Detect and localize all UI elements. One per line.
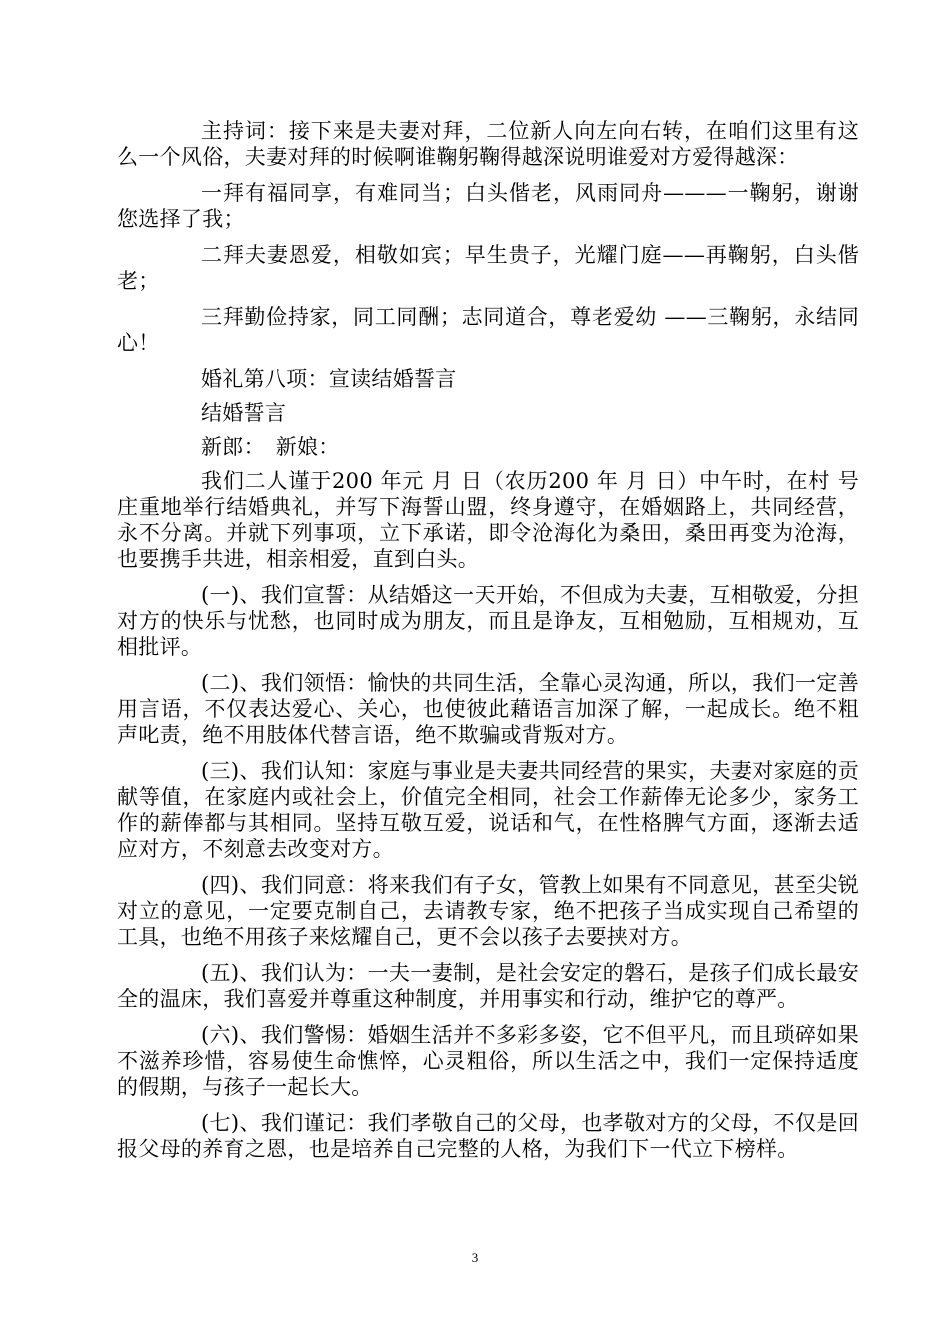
- host-speech-paragraph: 主持词：接下来是夫妻对拜，二位新人向左向右转，在咱们这里有这么一个风俗，夫妻对拜的时候啊谁鞠躬鞠得越深说明谁爱对方爱得越深：: [117, 119, 859, 169]
- third-bow-paragraph: 三拜勤俭持家，同工同酬；志同道合，尊老爱幼 ——三鞠躬，永结同心！: [117, 305, 859, 355]
- vow-item-4: (四)、我们同意：将来我们有子女，管教上如果有不同意见，甚至尖锐对立的意见，一定要克制自己，去请教专家，绝不把孩子当成实现自己希望的工具，也绝不用孩子来炫耀自己，更不会以孩子去要挟对方。: [117, 873, 859, 949]
- ceremony-item-heading: 婚礼第八项：宣读结婚誓言: [201, 367, 457, 391]
- first-bow-paragraph: 一拜有福同享，有难同当；白头偕老，风雨同舟———一鞠躬，谢谢您选择了我；: [117, 181, 859, 231]
- vow-item-5: (五)、我们认为：一夫一妻制，是社会安定的磐石，是孩子们成长最安全的温床，我们喜爱并尊重这种制度，并用事实和行动，维护它的尊严。: [117, 961, 859, 1011]
- second-bow-paragraph: 二拜夫妻恩爱，相敬如宾；早生贵子，光耀门庭——再鞠躬，白头偕老；: [117, 243, 859, 293]
- vow-item-1: (一)、我们宣誓：从结婚这一天开始，不但成为夫妻，互相敬爱，分担对方的快乐与忧愁，也同时成为朋友，而且是诤友，互相勉励，互相规劝，互相批评。: [117, 583, 859, 659]
- vow-item-6: (六)、我们警惕：婚姻生活并不多彩多姿，它不但平凡，而且琐碎如果不滋养珍惜，容易使生命憔悴，心灵粗俗，所以生活之中，我们一定保持适度的假期，与孩子一起长大。: [117, 1023, 859, 1099]
- vow-intro-paragraph: 我们二人谨于200 年元 月 日（农历200 年 月 日）中午时，在村 号庄重地举行结婚典礼，并写下海誓山盟，终身遵守，在婚姻路上，共同经营，永不分离。并就下列事项，立下承诺，即令沧海化为桑田，桑田再变为沧海，也要携手共进，相亲相爱，直到白头。: [117, 469, 859, 571]
- vow-title: 结婚誓言: [201, 401, 287, 425]
- vow-item-7: (七)、我们谨记：我们孝敬自己的父母，也孝敬对方的父母，不仅是回报父母的养育之恩，也是培养自己完整的人格，为我们下一代立下榜样。: [117, 1111, 859, 1161]
- document-body: [117, 118, 859, 1172]
- vow-item-3: (三)、我们认知：家庭与事业是夫妻共同经营的果实，夫妻对家庭的贡献等值，在家庭内或社会上，价值完全相同，社会工作薪俸无论多少，家务工作的薪俸都与其相同。坚持互敬互爱，说话和气，在性格脾气方面，逐渐去适应对方，不刻意去改变对方。: [117, 759, 859, 861]
- vow-item-2: (二)、我们领悟：愉快的共同生活，全靠心灵沟通，所以，我们一定善用言语，不仅表达爱心、关心，也使彼此藉语言加深了解，一起成长。绝不粗声叱责，绝不用肢体代替言语，绝不欺骗或背叛对方。: [117, 671, 859, 747]
- page-number: 3: [471, 1250, 479, 1265]
- groom-bride-line: 新郎： 新娘：: [201, 435, 340, 459]
